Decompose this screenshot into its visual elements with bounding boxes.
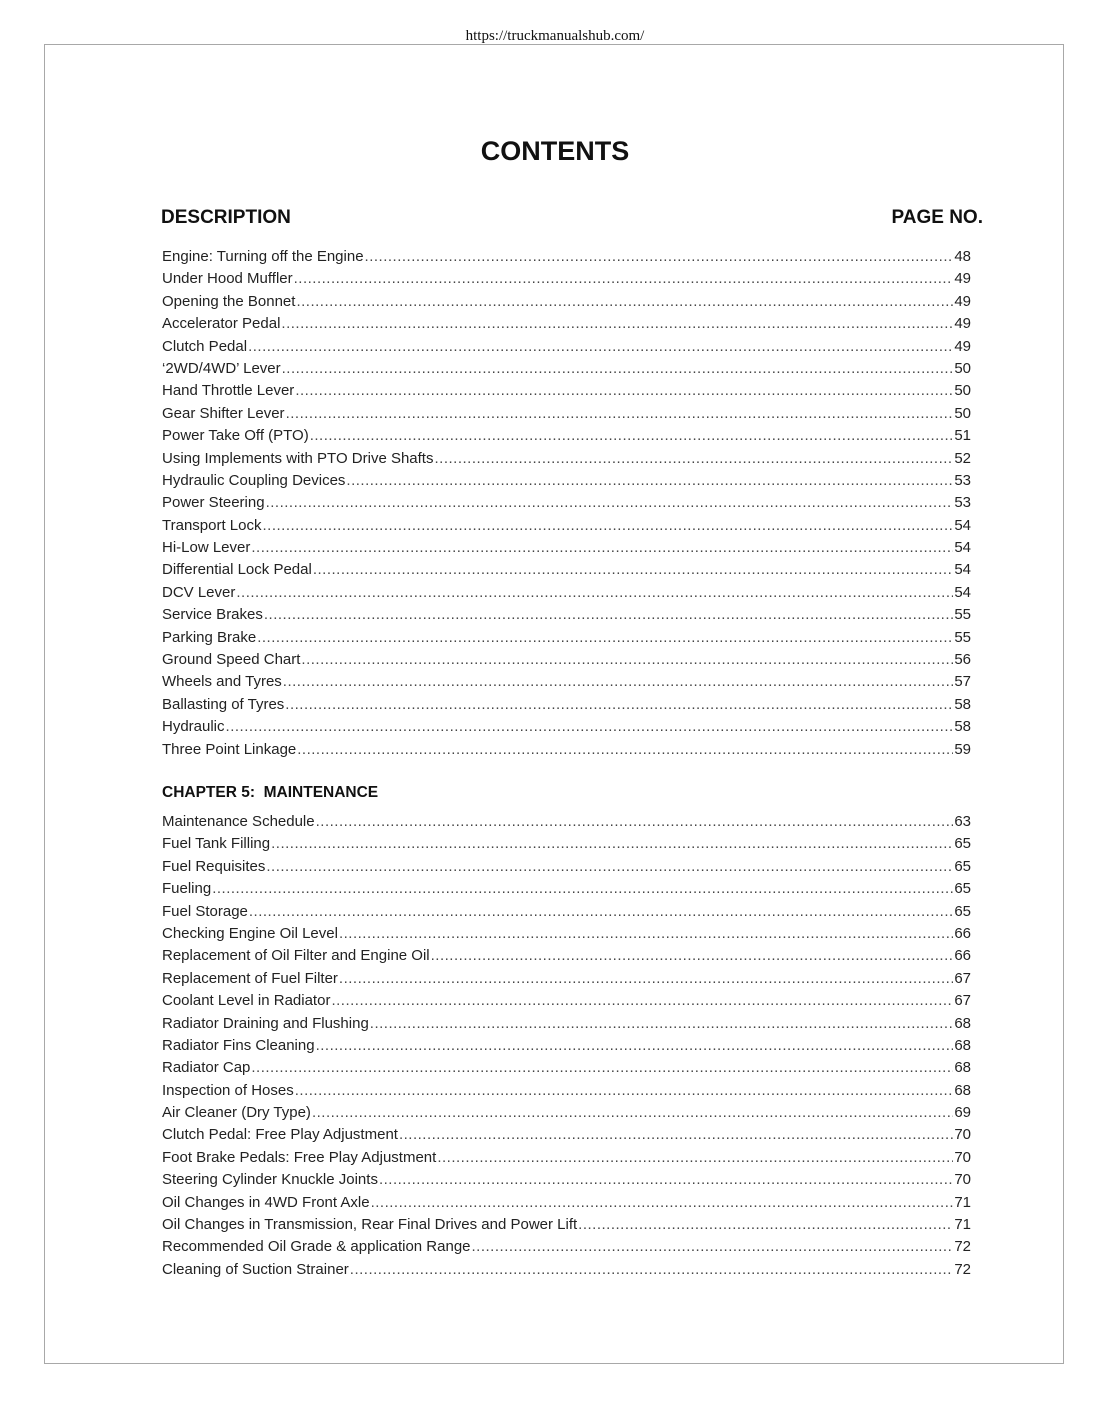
dot-leader [295, 380, 953, 402]
toc-entry-page: 68 [954, 1081, 971, 1099]
toc-entry-title: Cleaning of Suction Strainer [162, 1260, 349, 1278]
toc-entry [162, 604, 971, 626]
toc-entry [162, 1236, 971, 1258]
toc-entry-page: 71 [954, 1193, 971, 1211]
dot-leader [434, 448, 953, 470]
dot-leader [248, 336, 953, 358]
toc-entry-page: 58 [954, 718, 971, 736]
toc-entry-page: 72 [954, 1260, 971, 1278]
toc-entry [162, 313, 971, 335]
toc-entry [162, 1080, 971, 1102]
dot-leader [346, 470, 953, 492]
dot-leader [251, 1057, 953, 1079]
toc-entry [162, 425, 971, 447]
toc-entry-page: 51 [954, 427, 971, 445]
dot-leader [282, 358, 954, 380]
toc-entry-page: 54 [954, 539, 971, 557]
toc-entry-page: 70 [954, 1171, 971, 1189]
dot-leader [286, 403, 954, 425]
toc-entry-title: Fuel Storage [162, 902, 248, 920]
toc-entry [162, 1102, 971, 1124]
dot-leader [295, 1080, 954, 1102]
toc-entry-page: 55 [954, 628, 971, 646]
toc-entry-page: 54 [954, 516, 971, 534]
toc-entry-page: 56 [954, 651, 971, 669]
toc-entry-title: Hand Throttle Lever [162, 382, 295, 400]
dot-leader [437, 1147, 953, 1169]
dot-leader [316, 1035, 954, 1057]
toc-entry-title: Radiator Cap [162, 1059, 251, 1077]
dot-leader [296, 291, 953, 313]
toc-entry-title: Steering Cylinder Knuckle Joints [162, 1171, 378, 1189]
toc-entry-title: Clutch Pedal [162, 337, 248, 355]
toc-entry [162, 968, 971, 990]
toc-entry-title: Ground Speed Chart [162, 651, 301, 669]
toc-entry-title: Service Brakes [162, 606, 263, 624]
page-number-column-heading: PAGE NO. [891, 207, 983, 228]
toc-entry-page: 67 [954, 969, 971, 987]
toc-entry-title: Fuel Requisites [162, 857, 266, 875]
toc-entry [162, 1169, 971, 1191]
toc-entry-title: Inspection of Hoses [162, 1081, 294, 1099]
toc-entry-page: 69 [954, 1104, 971, 1122]
toc-entry-title: ‘2WD/4WD’ Lever [162, 359, 281, 377]
dot-leader [379, 1169, 953, 1191]
toc-entry-title: Oil Changes in Transmission, Rear Final Drives and Power Lift [162, 1216, 578, 1234]
toc-entry-page: 50 [954, 359, 971, 377]
dot-leader [263, 515, 954, 537]
toc-entry-page: 49 [954, 292, 971, 310]
toc-entry-title: Hi-Low Lever [162, 539, 251, 557]
toc-list-maintenance [162, 811, 971, 1281]
toc-entry [162, 291, 971, 313]
toc-entry [162, 358, 971, 380]
dot-leader [578, 1214, 953, 1236]
toc-entry-title: Wheels and Tyres [162, 673, 282, 691]
toc-entry-page: 49 [954, 315, 971, 333]
dot-leader [266, 856, 953, 878]
toc-entry [162, 649, 971, 671]
toc-entry-page: 54 [954, 561, 971, 579]
dot-leader [271, 833, 953, 855]
dot-leader [339, 923, 953, 945]
toc-entry-title: Differential Lock Pedal [162, 561, 312, 579]
chapter-heading: CHAPTER 5: MAINTENANCE [162, 784, 379, 801]
toc-entry-page: 68 [954, 1036, 971, 1054]
toc-entry-title: Replacement of Fuel Filter [162, 969, 338, 987]
toc-entry-title: DCV Lever [162, 583, 236, 601]
toc-entry [162, 990, 971, 1012]
dot-leader [316, 811, 954, 833]
toc-entry-title: Accelerator Pedal [162, 315, 281, 333]
toc-entry-title: Engine: Turning off the Engine [162, 248, 364, 265]
toc-entry [162, 739, 971, 761]
toc-entry-page: 50 [954, 382, 971, 400]
toc-entry-page: 68 [954, 1014, 971, 1032]
toc-entry [162, 716, 971, 738]
toc-entry-page: 67 [954, 992, 971, 1010]
toc-entry-page: 70 [954, 1126, 971, 1144]
toc-entry-title: Fuel Tank Filling [162, 835, 271, 853]
toc-entry-page: 58 [954, 695, 971, 713]
dot-leader [399, 1124, 953, 1146]
toc-entry-title: Clutch Pedal: Free Play Adjustment [162, 1126, 398, 1144]
toc-entry-title: Power Take Off (PTO) [162, 427, 309, 445]
toc-entry-page: 65 [954, 857, 971, 875]
toc-entry [162, 582, 971, 604]
dot-leader [297, 739, 953, 761]
toc-entry [162, 515, 971, 537]
dot-leader [370, 1013, 954, 1035]
toc-entry-page: 50 [954, 404, 971, 422]
toc-entry-page: 65 [954, 835, 971, 853]
toc-entry [162, 1192, 971, 1214]
toc-entry [162, 856, 971, 878]
toc-entry [162, 246, 971, 268]
toc-entry [162, 671, 971, 693]
toc-entry-title: Three Point Linkage [162, 740, 297, 758]
toc-entry [162, 268, 971, 290]
toc-entry [162, 448, 971, 470]
toc-entry-title: Hydraulic Coupling Devices [162, 471, 346, 489]
toc-entry-title: Parking Brake [162, 628, 257, 646]
dot-leader [339, 968, 953, 990]
toc-entry [162, 1013, 971, 1035]
toc-entry-page: 52 [954, 449, 971, 467]
toc-entry [162, 833, 971, 855]
toc-entry [162, 492, 971, 514]
dot-leader [313, 559, 954, 581]
toc-entry [162, 1214, 971, 1236]
toc-entry-page: 54 [954, 583, 971, 601]
toc-entry [162, 1124, 971, 1146]
toc-entry-title: Coolant Level in Radiator [162, 992, 331, 1010]
dot-leader [431, 945, 954, 967]
toc-entry [162, 1057, 971, 1079]
toc-entry [162, 403, 971, 425]
dot-leader [212, 878, 953, 900]
source-url: https://truckmanualshub.com/ [465, 28, 645, 44]
toc-entry [162, 537, 971, 559]
toc-entry [162, 1035, 971, 1057]
dot-leader [294, 268, 954, 290]
dot-leader [281, 313, 953, 335]
toc-entry-page: 72 [954, 1238, 971, 1256]
dot-leader [312, 1102, 953, 1124]
toc-entry [162, 336, 971, 358]
dot-leader [331, 990, 953, 1012]
dot-leader [371, 1192, 954, 1214]
toc-entry-title: Radiator Fins Cleaning [162, 1036, 315, 1054]
dot-leader [249, 901, 953, 923]
toc-entry-title: Checking Engine Oil Level [162, 924, 338, 942]
toc-entry-title: Maintenance Schedule [162, 813, 315, 830]
toc-entry-title: Recommended Oil Grade & application Range [162, 1238, 471, 1256]
toc-entry [162, 470, 971, 492]
toc-entry-title: Replacement of Oil Filter and Engine Oil [162, 947, 430, 965]
toc-entry-title: Oil Changes in 4WD Front Axle [162, 1193, 370, 1211]
toc-entry [162, 380, 971, 402]
toc-entry-title: Using Implements with PTO Drive Shafts [162, 449, 434, 467]
dot-leader [301, 649, 953, 671]
toc-entry-page: 66 [954, 947, 971, 965]
toc-entry-title: Power Steering [162, 494, 265, 512]
toc-entry [162, 1147, 971, 1169]
toc-entry [162, 559, 971, 581]
toc-entry-page: 71 [954, 1216, 971, 1234]
dot-leader [283, 671, 954, 693]
toc-entry-page: 63 [954, 813, 971, 830]
toc-entry-title: Opening the Bonnet [162, 292, 296, 310]
toc-entry-title: Under Hood Muffler [162, 270, 293, 288]
toc-entry-title: Ballasting of Tyres [162, 695, 285, 713]
toc-entry-page: 49 [954, 337, 971, 355]
dot-leader [264, 604, 953, 626]
toc-entry [162, 923, 971, 945]
toc-entry [162, 1259, 971, 1281]
toc-entry-title: Air Cleaner (Dry Type) [162, 1104, 311, 1122]
toc-entry-title: Radiator Draining and Flushing [162, 1014, 369, 1032]
toc-entry-page: 49 [954, 270, 971, 288]
toc-list-operation [162, 246, 971, 761]
dot-leader [285, 694, 953, 716]
toc-entry-title: Hydraulic [162, 718, 225, 736]
toc-entry-page: 53 [954, 494, 971, 512]
toc-entry [162, 694, 971, 716]
toc-entry-page: 55 [954, 606, 971, 624]
toc-entry [162, 945, 971, 967]
toc-entry-page: 53 [954, 471, 971, 489]
toc-entry [162, 878, 971, 900]
toc-entry [162, 901, 971, 923]
dot-leader [266, 492, 954, 514]
toc-entry-page: 48 [954, 248, 971, 265]
toc-entry-page: 59 [954, 740, 971, 758]
dot-leader [257, 627, 953, 649]
page-title: CONTENTS [480, 136, 630, 166]
dot-leader [236, 582, 953, 604]
dot-leader [472, 1236, 954, 1258]
toc-entry [162, 811, 971, 833]
dot-leader [350, 1259, 954, 1281]
dot-leader [226, 716, 954, 738]
toc-entry-page: 68 [954, 1059, 971, 1077]
toc-entry-title: Transport Lock [162, 516, 262, 534]
dot-leader [310, 425, 954, 447]
dot-leader [251, 537, 953, 559]
toc-entry-page: 57 [954, 673, 971, 691]
toc-entry-title: Gear Shifter Lever [162, 404, 285, 422]
toc-entry-page: 66 [954, 924, 971, 942]
toc-entry-page: 65 [954, 880, 971, 898]
dot-leader [365, 246, 954, 268]
toc-entry-page: 65 [954, 902, 971, 920]
description-column-heading: DESCRIPTION [161, 207, 291, 228]
toc-entry-title: Fueling [162, 880, 212, 898]
toc-entry-page: 70 [954, 1148, 971, 1166]
toc-entry [162, 627, 971, 649]
toc-entry-title: Foot Brake Pedals: Free Play Adjustment [162, 1148, 437, 1166]
